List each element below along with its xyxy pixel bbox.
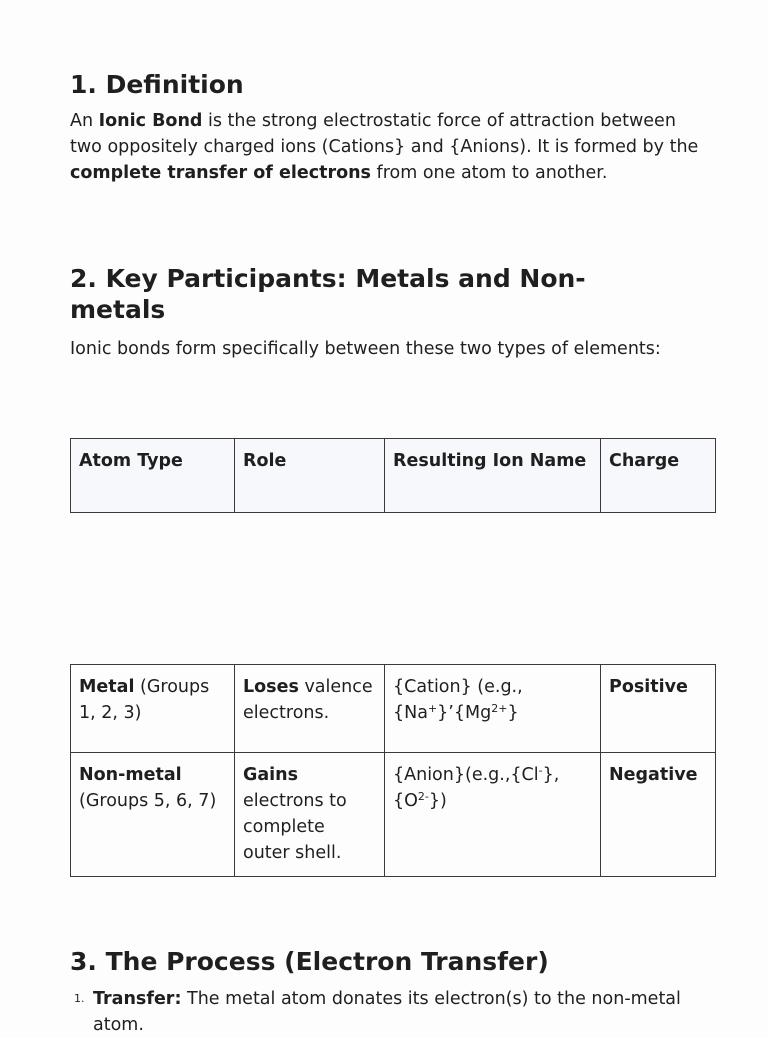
list-item <box>70 986 710 1038</box>
section-2-heading: 2. Key Participants: Metals and Non-metals <box>70 264 586 324</box>
cell-charge <box>601 665 716 753</box>
atom-type-label: Metal <box>79 677 135 697</box>
table-row <box>71 665 716 753</box>
participants-header-table <box>70 438 716 513</box>
ion-text-b: }’{Mg <box>437 703 492 723</box>
cell-atom-type <box>71 753 235 877</box>
definition-text-pre: An <box>70 111 99 131</box>
list-item-number: 1. <box>74 992 85 1005</box>
ion-superscript-1: - <box>538 764 543 777</box>
definition-text-mid: is the strong electrostatic force of attraction between two oppositely charged ions (Cations} and {Anions). It is formed by the <box>70 111 699 157</box>
header-role: Role <box>235 439 385 513</box>
section-3-heading: 3. The Process (Electron Transfer) <box>70 947 549 976</box>
cell-ion-name <box>385 665 601 753</box>
definition-ionic-bond-term: Ionic Bond <box>98 111 203 131</box>
header-charge: Charge <box>601 439 716 513</box>
charge-value: Negative <box>609 765 698 785</box>
step-text: The metal atom donates its electron(s) to the non-metal atom. <box>93 989 681 1035</box>
ion-text-c: } <box>507 703 519 723</box>
definition-paragraph <box>70 108 710 186</box>
section-2-intro: Ionic bonds form specifically between these two types of elements: <box>70 339 661 359</box>
charge-value: Positive <box>609 677 688 697</box>
header-resulting-ion-name: Resulting Ion Name <box>385 439 601 513</box>
role-detail: valence electrons. <box>243 677 373 723</box>
step-title: Transfer: <box>93 989 182 1009</box>
atom-type-groups: (Groups 5, 6, 7) <box>79 791 217 811</box>
section-1-heading: 1. Definition <box>70 70 244 99</box>
definition-text-post: from one atom to another. <box>370 163 608 183</box>
ion-superscript-2: 2+ <box>491 702 508 715</box>
definition-transfer-term: complete transfer of electrons <box>70 163 371 183</box>
ion-text-c: }) <box>428 791 447 811</box>
ion-text-a: {Anion}(e.g.,{Cl <box>393 765 539 785</box>
role-verb: Gains <box>243 765 299 785</box>
ion-superscript-1: + <box>427 702 438 715</box>
cell-role <box>235 665 385 753</box>
participants-body-table <box>70 664 716 877</box>
ion-text-a: {Cation} (e.g., {Na <box>393 677 523 723</box>
cell-atom-type <box>71 665 235 753</box>
atom-type-groups: (Groups 1, 2, 3) <box>79 677 210 723</box>
atom-type-label: Non-metal <box>79 765 182 785</box>
role-verb: Loses <box>243 677 299 697</box>
process-steps-list <box>70 986 710 1038</box>
ion-superscript-2: 2- <box>417 790 429 803</box>
cell-ion-name <box>385 753 601 877</box>
ion-text-b: }, {O <box>393 765 560 811</box>
table-row <box>71 753 716 877</box>
role-detail: electrons to complete outer shell. <box>243 791 347 863</box>
table-header-row <box>71 439 716 513</box>
header-atom-type: Atom Type <box>71 439 235 513</box>
cell-charge <box>601 753 716 877</box>
cell-role <box>235 753 385 877</box>
